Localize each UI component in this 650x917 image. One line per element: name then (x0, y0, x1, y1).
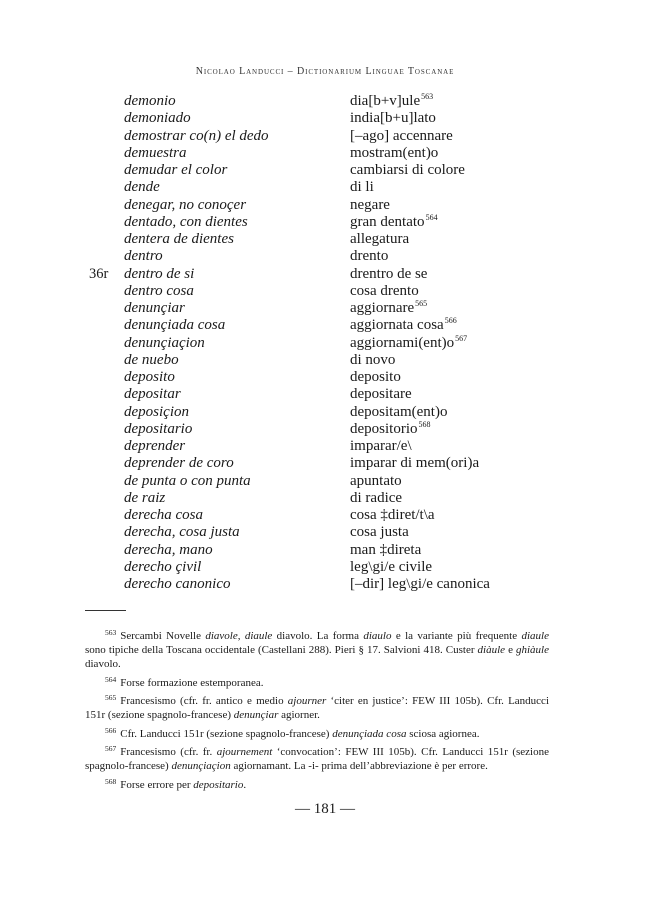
spanish-headword: demoniado (124, 110, 191, 127)
italian-translation (350, 214, 438, 231)
italian-translation (350, 386, 412, 403)
footnote-text: . (243, 778, 247, 791)
footnote-text: ajournement (216, 746, 273, 758)
spanish-headword: depositar (124, 386, 181, 403)
spanish-headword: dende (124, 179, 160, 196)
italian-translation (350, 438, 412, 455)
spanish-headword: denegar, no conoçer (124, 196, 247, 213)
entry-row (0, 197, 650, 214)
spanish-headword: deposiçion (124, 403, 189, 420)
entry-row (0, 352, 650, 369)
italian-translation (350, 455, 479, 472)
entry-row (0, 128, 650, 145)
italian-translation (350, 283, 419, 300)
entry-row (0, 438, 650, 455)
entry-row (0, 231, 650, 248)
footnote-ref: 565 (415, 299, 428, 308)
translation-text: leg\gi/e civile (350, 558, 433, 575)
italian-translation (350, 197, 390, 214)
footnote-text: diavole, diaule (205, 630, 273, 642)
entry-row (0, 179, 650, 196)
spanish-headword: deprender (124, 438, 186, 454)
spanish-headword: de raiz (124, 489, 166, 506)
spanish-headword: derecho canonico (124, 576, 231, 592)
entry-row (0, 369, 650, 386)
spanish-headword: de punta o con punta (124, 472, 251, 489)
footnote (85, 724, 549, 741)
footnote-ref: 564 (425, 212, 438, 222)
entry-row (0, 404, 650, 421)
italian-translation (350, 266, 427, 283)
translation-text: cosa ‡diret/t\a (350, 507, 435, 523)
translation-text: deposito (350, 369, 401, 385)
translation-text: depositam(ent)o (350, 403, 448, 420)
entry-row (0, 507, 650, 524)
spanish-headword: dentro (124, 248, 163, 265)
spanish-headword: denunçiada cosa (124, 317, 226, 334)
spanish-headword: demostrar co(n) el dedo (124, 127, 269, 144)
spanish-headword: denunçiar (124, 300, 185, 316)
footnote-text: diàule (477, 644, 506, 656)
spanish-headword: denunçiaçion (124, 334, 205, 351)
footnote-number: 563 (105, 628, 117, 637)
spanish-headword: derecho çivil (124, 558, 202, 575)
entry-row (0, 145, 650, 162)
entry-row (0, 335, 650, 352)
footnote-text: ajourner (287, 695, 327, 707)
page-number: — 181 — (295, 801, 355, 817)
translation-text: [–dir] leg\gi/e canonica (350, 576, 490, 592)
entry-row (0, 542, 650, 559)
entry-row (0, 300, 650, 317)
entry-row (0, 162, 650, 179)
running-header (0, 66, 650, 77)
running-title: Nicolao Landucci – Dictionarium Linguae Toscanae (195, 66, 455, 77)
translation-text: di radice (350, 489, 403, 506)
footnote (85, 742, 549, 773)
translation-text: aggiornare (350, 300, 415, 316)
folio-marker: 36r (89, 265, 109, 282)
spanish-headword: demuestra (124, 144, 187, 161)
italian-translation (350, 404, 447, 421)
italian-translation (350, 128, 453, 145)
footnote-number: 568 (105, 776, 117, 786)
footnote-text: sono tipiche della Toscana occidentale (Castellani 288). Pieri § 17. Salvioni 418. Custer (85, 644, 478, 656)
footnote-text: diavolo. La forma (272, 630, 364, 642)
spanish-headword: depositario (124, 420, 193, 437)
italian-translation (350, 542, 421, 559)
footnote-text: ghiàule (515, 644, 549, 656)
translation-text: di li (350, 179, 374, 196)
translation-text: dia[b+v]ule (350, 93, 421, 109)
translation-text: imparar di mem(ori)a (350, 455, 480, 472)
footnote-text: diavolo. (85, 658, 121, 670)
entry-row (0, 317, 650, 334)
italian-translation (350, 179, 374, 196)
dictionary-entries (0, 93, 650, 593)
footnote-text: depositario (193, 778, 244, 791)
italian-translation (350, 490, 402, 507)
translation-text: imparar/e\ (350, 438, 412, 454)
translation-text: india[b+u]lato (350, 110, 436, 127)
footnote-text: agiornamant. La -i- prima dell’abbreviazione è per errore. (230, 760, 488, 772)
spanish-headword: demudar el color (124, 162, 228, 178)
footnote-text: denunçiar (233, 709, 279, 721)
footnote-text: agiorner. (278, 709, 320, 721)
translation-text: allegatura (350, 231, 410, 247)
italian-translation (350, 317, 457, 334)
entry-row (0, 421, 650, 438)
italian-translation (350, 162, 465, 179)
translation-text: [–ago] accennare (350, 127, 453, 144)
footnote-text: Sercambi Novelle (120, 630, 206, 642)
spanish-headword: deprender de coro (124, 455, 234, 472)
translation-text: man ‡direta (350, 541, 422, 558)
translation-text: di novo (350, 351, 396, 368)
footnote-ref: 567 (455, 333, 468, 343)
entry-row (0, 110, 650, 127)
translation-text: gran dentato (350, 213, 425, 230)
footnote (85, 775, 549, 792)
entry-row (0, 214, 650, 231)
italian-translation (350, 93, 433, 110)
italian-translation (350, 507, 435, 524)
entry-row (0, 93, 650, 110)
italian-translation (350, 559, 432, 576)
footnote-number: 564 (105, 674, 117, 684)
translation-text: depositorio (350, 420, 418, 437)
footnote (85, 626, 549, 671)
footnotes (85, 626, 549, 793)
entry-row (0, 266, 650, 283)
footnote-number: 565 (105, 693, 117, 702)
footnote-text: Forse formazione estemporanea. (120, 676, 264, 689)
footnote-text: Francesismo (cfr. fr. (120, 746, 217, 758)
footnote-separator (85, 610, 126, 611)
footnote-text: e la variante più frequente (391, 630, 522, 642)
entry-row (0, 473, 650, 490)
footnote (85, 691, 549, 722)
footnote-text: diaulo (363, 630, 392, 642)
footnote-text: ‘convocation’: FEW III 105b). Cfr. Landucci 151r (sezione spagnolo-francese) (85, 746, 549, 772)
spanish-headword: derecha, mano (124, 541, 213, 558)
translation-text: drento (350, 248, 389, 265)
translation-text: cosa drento (350, 282, 419, 299)
spanish-headword: dentro cosa (124, 282, 194, 299)
italian-translation (350, 110, 436, 127)
italian-translation (350, 576, 490, 593)
footnote-text: Cfr. Landucci 151r (sezione spagnolo-francese) (120, 727, 333, 740)
entry-row (0, 283, 650, 300)
footnote-number: 567 (105, 744, 117, 753)
italian-translation (350, 352, 395, 369)
italian-translation (350, 369, 401, 386)
footnote-text: sciosa agiornea. (406, 727, 480, 740)
entry-row (0, 524, 650, 541)
spanish-headword: dentera de dientes (124, 231, 234, 247)
footnote-text: denunçiaçion (171, 760, 231, 772)
italian-translation (350, 335, 467, 352)
spanish-headword: demonio (124, 93, 176, 109)
footnote-text: Forse errore per (120, 778, 194, 791)
footnote (85, 673, 549, 690)
translation-text: mostram(ent)o (350, 144, 439, 161)
translation-text: apuntato (350, 472, 402, 489)
footnote-text: ‘citer en justice’: FEW III 105b). Cfr. Landucci 151r (sezione spagnolo-francese) (85, 695, 549, 721)
spanish-headword: deposito (124, 369, 175, 385)
translation-text: depositare (350, 386, 412, 403)
spanish-headword: derecha cosa (124, 507, 203, 523)
italian-translation (350, 248, 388, 265)
footnote-text: e (505, 644, 516, 656)
translation-text: aggiornami(ent)o (350, 334, 455, 351)
entry-row (0, 559, 650, 576)
italian-translation (350, 145, 438, 162)
italian-translation (350, 300, 427, 317)
footnote-ref: 568 (418, 419, 431, 429)
footnote-ref: 566 (444, 316, 457, 326)
translation-text: aggiornata cosa (350, 317, 444, 334)
entry-row (0, 455, 650, 472)
footnote-text: diaule (521, 630, 549, 642)
italian-translation (350, 421, 431, 438)
entry-row (0, 386, 650, 403)
italian-translation (350, 473, 402, 490)
translation-text: drentro de se (350, 265, 428, 282)
entry-row (0, 576, 650, 593)
spanish-headword: dentro de si (124, 265, 195, 282)
entry-row (0, 490, 650, 507)
footnote-text: denunçiada cosa (332, 727, 407, 740)
footnote-ref: 563 (421, 92, 434, 101)
spanish-headword: dentado, con dientes (124, 213, 248, 230)
translation-text: cambiarsi di colore (350, 162, 465, 178)
italian-translation (350, 231, 409, 248)
italian-translation (350, 524, 409, 541)
translation-text: negare (350, 196, 390, 213)
entry-row (0, 248, 650, 265)
footnote-number: 566 (105, 725, 117, 735)
translation-text: cosa justa (350, 524, 409, 541)
spanish-headword: de nuebo (124, 351, 179, 368)
spanish-headword: derecha, cosa justa (124, 524, 240, 541)
footnote-text: Francesismo (cfr. fr. antico e medio (120, 695, 288, 707)
